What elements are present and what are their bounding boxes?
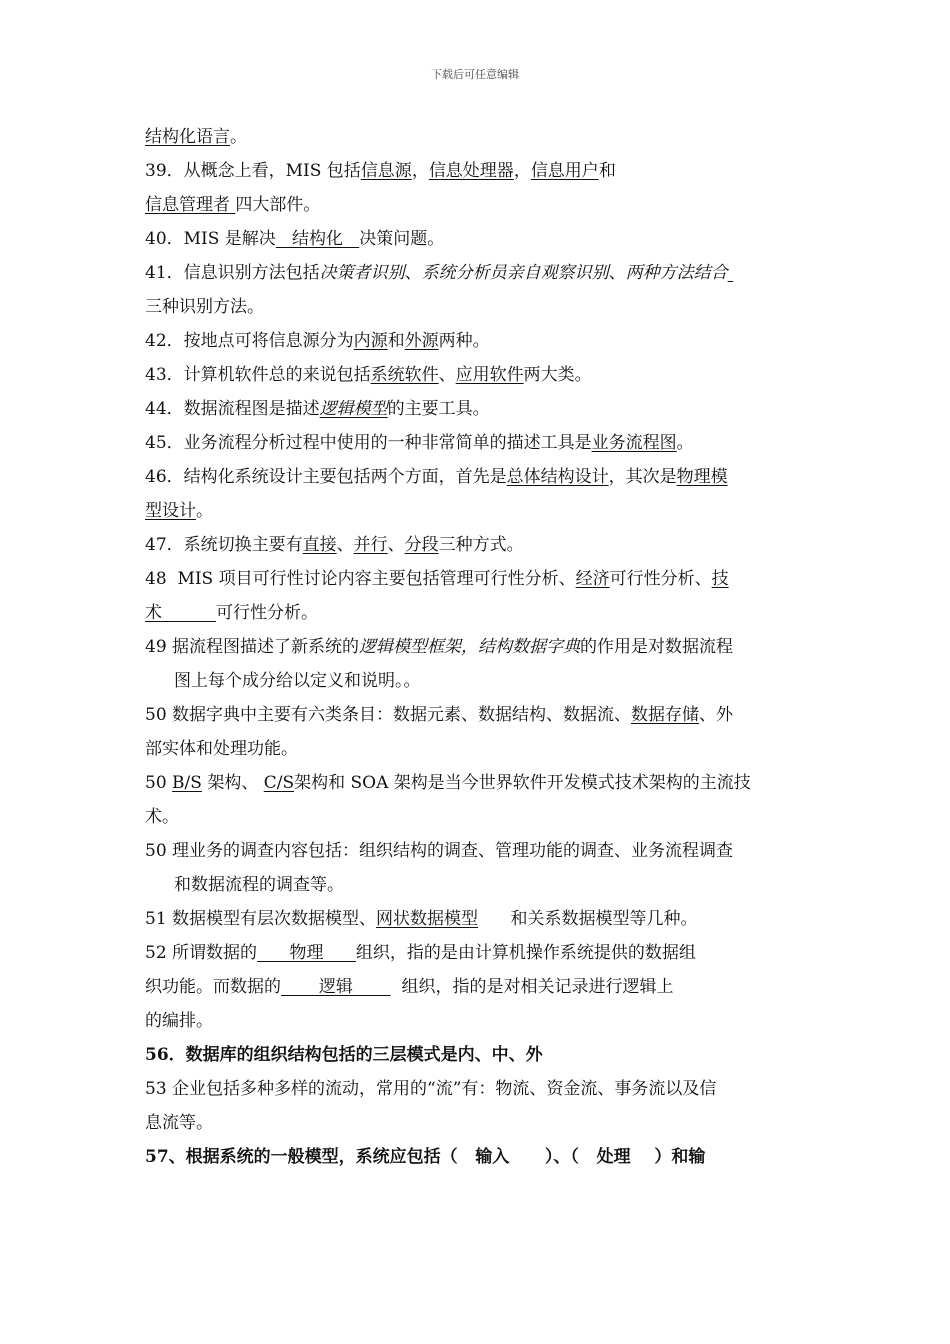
text-segment: 可行性分析、 bbox=[609, 569, 712, 589]
text-segment: 40．MIS 是解决 bbox=[145, 229, 276, 249]
text-segment: 系统分析员亲自观察识别 bbox=[421, 263, 609, 283]
text-segment: 、 bbox=[404, 263, 422, 283]
text-segment: 53 企业包括多种多样的流动，常用的“流”有：物流、资金流、事务流以及信 bbox=[145, 1079, 717, 1099]
text-line bbox=[145, 494, 810, 528]
text-line bbox=[145, 970, 810, 1004]
text-segment: 44．数据流程图是描述 bbox=[145, 399, 320, 419]
underlined-answer: 分段 bbox=[404, 535, 439, 555]
text-line bbox=[145, 460, 810, 494]
text-segment: 52 所谓数据的 bbox=[145, 943, 258, 963]
document-body bbox=[145, 120, 810, 1174]
text-segment: 50 理业务的调查内容包括：组织结构的调查、管理功能的调查、业务流程调查 bbox=[145, 841, 734, 861]
text-segment: 的主要工具。 bbox=[387, 399, 490, 419]
text-line bbox=[145, 698, 810, 732]
underlined-answer: 数据存储 bbox=[631, 705, 700, 725]
underlined-answer: 内源 bbox=[353, 331, 388, 351]
text-line bbox=[145, 1106, 810, 1140]
text-segment: 41．信息识别方法包括 bbox=[145, 263, 320, 283]
underlined-answer: C/S bbox=[263, 773, 295, 793]
text-line bbox=[145, 392, 810, 426]
text-line bbox=[145, 120, 810, 154]
text-segment: 、 bbox=[438, 365, 456, 385]
text-segment: 、 bbox=[608, 263, 626, 283]
text-line bbox=[145, 596, 810, 630]
text-segment: 56．数据库的组织结构包括的三层模式是内、中、外 bbox=[145, 1045, 543, 1065]
text-segment: 组织，指的是由计算机操作系统提供的数据组 bbox=[355, 943, 696, 963]
text-segment: 图上每个成分给以定义和说明。。 bbox=[174, 671, 421, 691]
text-line bbox=[145, 290, 810, 324]
underlined-answer: 信息管理者 bbox=[145, 195, 236, 215]
underlined-answer: 业务流程图 bbox=[591, 433, 677, 453]
text-segment: 息流等。 bbox=[145, 1113, 213, 1133]
text-line bbox=[145, 732, 810, 766]
text-line bbox=[145, 188, 810, 222]
underlined-answer: 应用软件 bbox=[455, 365, 524, 385]
text-segment: ， bbox=[411, 161, 429, 181]
underlined-answer: 结构化 bbox=[275, 229, 360, 249]
text-segment: 组织，指的是对相关记录进行逻辑上 bbox=[390, 977, 674, 997]
text-segment: 可行性分析。 bbox=[216, 603, 319, 623]
text-line bbox=[145, 1140, 810, 1174]
text-line bbox=[145, 256, 810, 290]
text-segment: 部实体和处理功能。 bbox=[145, 739, 298, 759]
page-header: 下载后可任意编辑 bbox=[431, 68, 519, 81]
text-segment: 。 bbox=[230, 127, 247, 147]
text-segment: 和 bbox=[387, 331, 405, 351]
underlined-answer: 网状数据模型 bbox=[376, 909, 479, 929]
text-line bbox=[145, 800, 810, 834]
text-segment: 49 据流程图描述了新系统的 bbox=[145, 637, 360, 657]
text-segment: 架构、 bbox=[201, 773, 264, 793]
text-segment: 43．计算机软件总的来说包括 bbox=[145, 365, 371, 385]
text-segment: 逻辑模型框架，结构数据字典 bbox=[359, 637, 581, 657]
underlined-answer: 并行 bbox=[353, 535, 388, 555]
text-segment: 和关系数据模型等几种。 bbox=[478, 909, 698, 929]
text-line bbox=[145, 358, 810, 392]
text-line bbox=[145, 222, 810, 256]
text-segment: 决策问题。 bbox=[359, 229, 445, 249]
underlined-answer: 信息用户 bbox=[530, 161, 599, 181]
text-segment: 42．按地点可将信息源分为 bbox=[145, 331, 354, 351]
underlined-answer: 总体结构设计 bbox=[506, 467, 609, 487]
underlined-answer: 系统软件 bbox=[370, 365, 439, 385]
text-line bbox=[145, 1038, 810, 1072]
text-segment: 50 bbox=[145, 773, 173, 793]
underlined-answer: 结构化语言 bbox=[145, 127, 230, 147]
text-segment: 、外 bbox=[699, 705, 734, 725]
text-segment: 的编排。 bbox=[145, 1011, 213, 1031]
text-segment: 两种。 bbox=[438, 331, 490, 351]
text-segment: 决策者识别 bbox=[319, 263, 405, 283]
text-line bbox=[145, 426, 810, 460]
underlined-answer: 逻辑 bbox=[281, 977, 391, 997]
text-segment: 两大类。 bbox=[523, 365, 592, 385]
underlined-answer: 型设计 bbox=[145, 501, 196, 521]
underlined-answer: 技 bbox=[711, 569, 729, 589]
text-line bbox=[145, 528, 810, 562]
underlined-answer: 外源 bbox=[404, 331, 439, 351]
text-segment: 。 bbox=[676, 433, 694, 453]
text-segment: 51 数据模型有层次数据模型、 bbox=[145, 909, 377, 929]
underlined-answer: 信息处理器 bbox=[428, 161, 514, 181]
text-line bbox=[145, 766, 810, 800]
text-segment: 。 bbox=[196, 501, 213, 521]
text-segment: 、 bbox=[387, 535, 405, 555]
text-segment: 46．结构化系统设计主要包括两个方面，首先是 bbox=[145, 467, 507, 487]
text-segment: 和 bbox=[598, 161, 616, 181]
underlined-answer: 逻辑模型 bbox=[319, 399, 388, 419]
text-line bbox=[145, 324, 810, 358]
text-segment: 47．系统切换主要有 bbox=[145, 535, 303, 555]
text-segment: 45．业务流程分析过程中使用的一种非常简单的描述工具是 bbox=[145, 433, 592, 453]
text-line bbox=[145, 562, 810, 596]
text-segment: 39．从概念上看，MIS 包括 bbox=[145, 161, 361, 181]
text-segment: 术。 bbox=[145, 807, 179, 827]
text-segment: 、 bbox=[336, 535, 354, 555]
text-line bbox=[145, 630, 810, 664]
text-segment: 50 数据字典中主要有六类条目：数据元素、数据结构、数据流、 bbox=[145, 705, 632, 725]
text-segment: 织功能。而数据的 bbox=[145, 977, 281, 997]
underlined-answer: 术 bbox=[145, 603, 217, 623]
text-segment: 的作用是对数据流程 bbox=[580, 637, 734, 657]
text-segment: ， bbox=[513, 161, 531, 181]
text-line bbox=[145, 868, 810, 902]
underlined-answer: 直接 bbox=[302, 535, 337, 555]
text-segment: 三种识别方法。 bbox=[145, 297, 264, 317]
text-segment: 两种方法结合 bbox=[625, 263, 728, 283]
underlined-answer: 经济 bbox=[575, 569, 610, 589]
underlined-answer: 信息源 bbox=[360, 161, 412, 181]
text-line bbox=[145, 834, 810, 868]
text-segment: ，其次是 bbox=[608, 467, 677, 487]
text-line bbox=[145, 1004, 810, 1038]
text-segment: 架构和 SOA 架构是当今世界软件开发模式技术架构的主流技 bbox=[294, 773, 751, 793]
text-segment: 和数据流程的调查等。 bbox=[174, 875, 344, 895]
underlined-answer bbox=[728, 263, 733, 283]
text-line bbox=[145, 154, 810, 188]
text-segment: 四大部件。 bbox=[235, 195, 321, 215]
text-segment: 57、根据系统的一般模型，系统应包括（ 输入 ）、（ 处理 ）和输 bbox=[145, 1147, 706, 1167]
text-line bbox=[145, 664, 810, 698]
text-line bbox=[145, 936, 810, 970]
underlined-answer: 物理 bbox=[257, 943, 356, 963]
text-segment: 48 MIS 项目可行性讨论内容主要包括管理可行性分析、 bbox=[145, 569, 576, 589]
text-line bbox=[145, 1072, 810, 1106]
underlined-answer: 物理模 bbox=[676, 467, 728, 487]
text-line bbox=[145, 902, 810, 936]
text-segment: 三种方式。 bbox=[438, 535, 524, 555]
underlined-answer: B/S bbox=[172, 773, 202, 793]
